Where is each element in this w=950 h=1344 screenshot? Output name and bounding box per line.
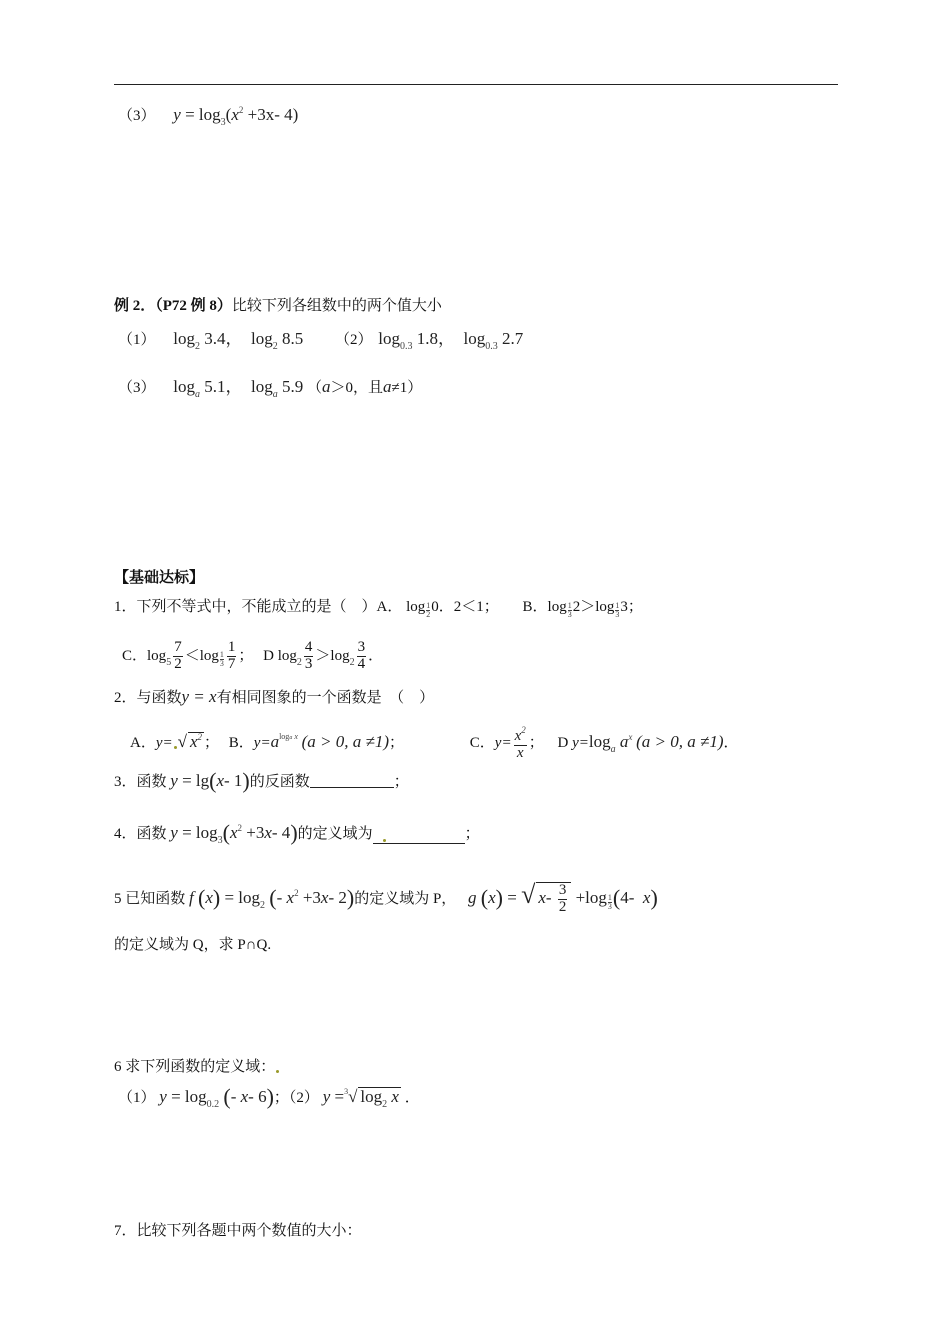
example-2-item-1-2 [118, 330, 523, 352]
problem-3-label: （3） [118, 108, 156, 124]
q5-f-formula: f $(x) = \log_2$ (- $x^2 +3x-$ 2) [189, 885, 355, 912]
item-3-formula: $\log_a 5.1$， $\log_a 5.9$ [173, 377, 304, 400]
example-2-text: 比较下列各组数中的两个值大小 [231, 298, 442, 314]
q3-answer-blank[interactable] [310, 773, 394, 788]
q1-option-c: C．$\log_5$ $\frac{7}{2}$ ＜log $\frac{1}{3}$ $\frac{1}{7}$ ； [122, 639, 254, 672]
question-7: 7．比较下列各题中两个数值的大小： [114, 1223, 362, 1239]
question-5: 5 已知函数 f $(x) = \log_2$ (- $x^2 +3x-$ 2)的定义域为 P， g (x) = √ x- $\frac{3}{2}$ +log $\frac{1}{3}$ (4- x) [114, 880, 658, 915]
example-2-heading [114, 299, 442, 314]
example-2-title: 例 2．（P72 例 8） [114, 298, 232, 314]
question-4: 4．函数 $y = \log_3(x^2 +3x-$ 4)的定义域为 ； [114, 820, 480, 846]
q1-option-b: B．log $\frac{1}{3}$ 2＞log $\frac{1}{3}$ 3； [522, 599, 643, 619]
item-1-formula: $\log_2 3.4$， $\log_2 8.5$ [173, 329, 304, 352]
q5-g-formula: g (x) = √ x- $\frac{3}{2}$ +log $\frac{1}{3}$ (4- x) [468, 880, 658, 915]
problem-3-formula: $y = \log_3(x^2 +3x-$ 4) [173, 105, 299, 128]
question-2: 2．与函数y = x有相同图象的一个函数是 （ ） [114, 687, 435, 706]
question-6: 6 求下列函数的定义域： [114, 1060, 280, 1075]
item-3-condition: （a＞0，且a≠1） [306, 377, 423, 396]
question-2-options [130, 726, 739, 762]
question-6-items: （1） $y = \log_{0.2}$ (- x- 6)；（2） y =$^3$√ $\log_2 x$ ． [118, 1084, 420, 1110]
question-1 [114, 600, 643, 619]
item-2-formula: $\log_{0.3} 1.8$， $\log_{0.3} 2.7$ [378, 329, 524, 352]
item-3-label: （3） [118, 380, 156, 396]
question-1-options-cd [122, 640, 383, 673]
item-1-label: （1） [118, 332, 156, 348]
q3-formula: y = lg(x- 1) [170, 768, 250, 793]
q1-option-d: D $\log_2$ $\frac{4}{3}$ $>\log_2$ $\frac{3}{4}$ ． [263, 639, 384, 672]
section-title: 【基础达标】 [114, 570, 205, 586]
q2-function: y = x [181, 687, 217, 706]
q4-formula: $y = \log_3(x^2 +3x-$ 4) [170, 820, 298, 846]
example-2-item-3 [118, 378, 422, 400]
header-rule [114, 84, 838, 85]
q2-option-b: B．$y=a^{loga x}$ (a > 0, a ≠1)； [228, 731, 405, 751]
q6-formula-1: $y = \log_{0.2}$ (- x- 6) [159, 1084, 274, 1110]
q2-option-a: A．y= √ $x^2$ ； [130, 731, 220, 751]
q1-option-a: log $\frac{1}{2}$ 0．2＜1； [406, 599, 499, 619]
q4-answer-blank[interactable] [373, 829, 465, 844]
question-5-line-2: 的定义域为 Q，求 P∩Q. [114, 937, 272, 953]
q2-option-d: D $y=\log_a$ $a^x$ (a > 0, a ≠1)． [557, 731, 739, 755]
item-2-label: （2） [334, 332, 373, 348]
q1-text: 1．下列不等式中，不能成立的是（ ）A． [114, 599, 403, 615]
problem-3 [118, 106, 298, 128]
question-3: 3．函数 y = lg(x- 1)的反函数 ； [114, 768, 409, 793]
q2-option-c: C．y= $\frac{x^2}{x}$ ； [469, 725, 544, 761]
q6-formula-2: y =$^3$√ $\log_2 x$ [322, 1087, 399, 1110]
base-half: $\frac{1}{2}$ [426, 601, 431, 619]
